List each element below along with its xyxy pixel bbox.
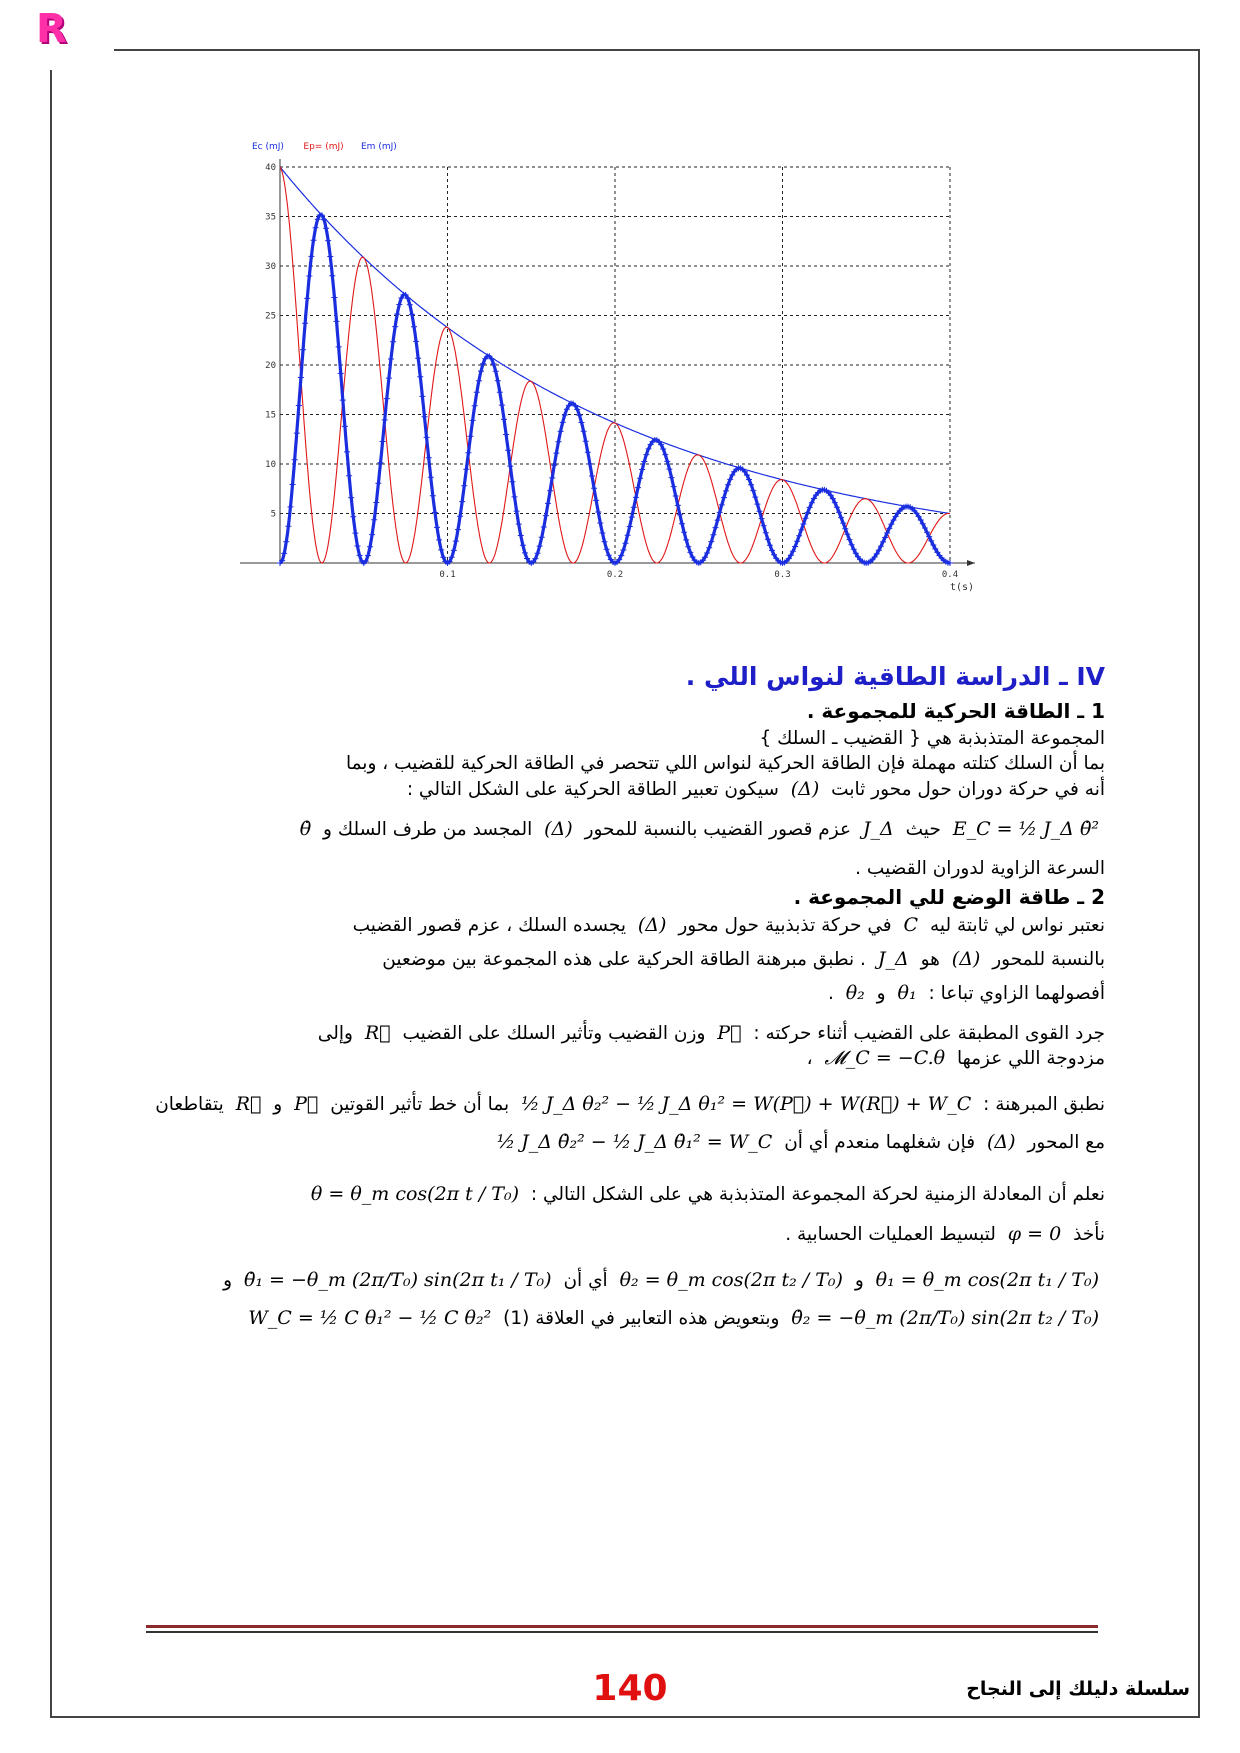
- paragraph-phase: [150, 1222, 1105, 1248]
- formula-theta1-dot: θ̇₁ = −θ_m (2π/T₀) sin(2π t₁ / T₀): [243, 1269, 552, 1292]
- footer-rule: [146, 1625, 1098, 1628]
- x-tick-label: 0.2: [606, 570, 624, 580]
- symbol-j-delta: J_Δ: [877, 947, 909, 970]
- chart-ticks: [265, 163, 958, 580]
- formula-work: ½ J_Δ θ̇₂² − ½ J_Δ θ̇₁² = W_C: [496, 1131, 773, 1154]
- text: نطبق المبرهنة :: [983, 1094, 1105, 1116]
- paragraph-moment: [150, 947, 1105, 973]
- subsection-potential-title: 2 ـ طاقة الوضع للي المجموعة .: [793, 884, 1105, 909]
- vector-p: P⃗: [717, 1021, 742, 1044]
- paragraph-rotation: [150, 777, 1105, 803]
- paragraph-couple: [150, 1046, 1105, 1072]
- paragraph-work-zero: [150, 1124, 1105, 1162]
- symbol-j-delta: J_Δ: [862, 817, 894, 840]
- paragraph-system: المجموعة المتذبذبة هي { القضيب ـ السلك }: [759, 727, 1105, 749]
- logo: R: [36, 6, 68, 52]
- axis-symbol: (Δ): [637, 913, 667, 936]
- section-title: IV ـ الدراسة الطاقية لنواس اللي .: [685, 662, 1105, 691]
- text: سيكون تعبير الطاقة الحركية على الشكل التالي :: [406, 778, 779, 800]
- symbol-c: C: [903, 913, 919, 936]
- vector-r: R⃗: [235, 1093, 262, 1116]
- y-tick-label: 20: [265, 361, 276, 371]
- text: و: [876, 982, 886, 1004]
- paragraph-wire: بما أن السلك كتلته مهملة فإن الطاقة الحركية لنواس اللي تتحصر في الطاقة الحركية للقضيب ، وبما: [345, 752, 1105, 774]
- text: لتبسيط العمليات الحسابية .: [785, 1224, 996, 1246]
- text: و: [223, 1270, 233, 1292]
- formula-moment: 𝓜_C = −C.θ: [824, 1047, 946, 1070]
- formula-theta1: θ₁ = θ_m cos(2π t₁ / T₀): [875, 1269, 1099, 1292]
- paragraph-torsion: [150, 913, 1105, 939]
- text: نأخذ: [1073, 1224, 1105, 1246]
- y-tick-label: 25: [265, 311, 276, 322]
- y-tick-label: 5: [270, 509, 276, 520]
- text: وزن القضيب وتأثير السلك على القضيب: [402, 1022, 706, 1044]
- axis-symbol: (Δ): [544, 817, 573, 840]
- text: جرد القوى المطبقة على القضيب أثناء حركته :: [753, 1022, 1105, 1044]
- text: و: [273, 1094, 283, 1116]
- x-tick-label: 0.3: [774, 570, 791, 580]
- footer-rule-thin: [146, 1631, 1098, 1633]
- text: و: [854, 1270, 864, 1292]
- text: أي أن: [563, 1270, 608, 1292]
- formula-theta2: θ₂ = θ_m cos(2π t₂ / T₀): [619, 1269, 843, 1292]
- chart-grid: [280, 167, 950, 563]
- formula-theorem: ½ J_Δ θ₂² − ½ J_Δ θ₁² = W(P⃗) + W(R⃗) + W_C: [521, 1093, 972, 1116]
- text: هو: [920, 948, 940, 970]
- symbol-theta2: θ₂: [845, 981, 865, 1004]
- axis-symbol: (Δ): [987, 1131, 1016, 1154]
- y-tick-label: 15: [265, 410, 276, 421]
- page-content: [150, 660, 1105, 1338]
- text: مع المحور: [1027, 1132, 1105, 1154]
- axis-symbol: (Δ): [790, 777, 820, 800]
- formula-phase: φ = 0: [1007, 1223, 1062, 1246]
- y-tick-label: 35: [265, 212, 276, 223]
- paragraph-forces: [150, 1021, 1105, 1047]
- vector-r: R⃗: [364, 1021, 391, 1044]
- text: يجسده السلك ، عزم قصور القضيب: [352, 914, 626, 936]
- formula-wc: W_C = ½ C θ₁² − ½ C θ₂²: [248, 1307, 492, 1330]
- paragraph-theorem: [150, 1086, 1105, 1124]
- text: في حركة تذبذبية حول محور: [678, 914, 892, 936]
- text: حيث: [905, 818, 941, 840]
- x-axis-label: t(s): [949, 582, 975, 593]
- text: نعتبر نواس لي ثابتة ليه: [929, 914, 1105, 936]
- text: .: [827, 982, 834, 1004]
- paragraph-time-equation: [150, 1176, 1105, 1214]
- symbol-theta-dot: θ̇: [299, 817, 312, 840]
- chart-axes: [240, 159, 975, 593]
- text: وإلى: [317, 1022, 353, 1044]
- legend-item: Ec (mJ): [252, 142, 284, 152]
- x-tick-label: 0.4: [941, 570, 959, 580]
- formula-theta: θ = θ_m cos(2π t / T₀): [310, 1183, 519, 1206]
- chart-legend: [252, 142, 397, 152]
- subsection-kinetic-title: 1 ـ الطاقة الحركية للمجموعة .: [806, 698, 1105, 723]
- text: فإن شغلهما منعدم أي أن: [784, 1132, 976, 1154]
- y-tick-label: 10: [265, 460, 276, 470]
- formula-theta2-dot: θ̇₂ = −θ_m (2π/T₀) sin(2π t₂ / T₀): [791, 1307, 1099, 1330]
- book-series-name: سلسلة دليلك إلى النجاح: [966, 1678, 1190, 1700]
- text: بما أن خط تأثير القوتين: [330, 1094, 510, 1116]
- paragraph-angular-speed: السرعة الزاوية لدوران القضيب .: [855, 857, 1105, 879]
- paragraph-substitution: [150, 1300, 1105, 1338]
- symbol-theta1: θ₁: [897, 981, 917, 1004]
- frame-bottom-line: [50, 1716, 1200, 1718]
- y-tick-label: 40: [265, 163, 276, 173]
- page-number: 140: [592, 1668, 668, 1709]
- paragraph-kinetic-formula: [150, 817, 1105, 843]
- x-tick-label: 0.1: [439, 570, 456, 580]
- formula-ec: E_C = ½ J_Δ θ̇²: [952, 817, 1099, 840]
- axis-symbol: (Δ): [951, 947, 981, 970]
- text: عزم قصور القضيب بالنسبة للمحور: [584, 818, 851, 840]
- text: أنه في حركة دوران حول محور ثابت: [831, 778, 1105, 800]
- text: أفصولهما الزاوي تباعا :: [928, 982, 1105, 1004]
- text: بالنسبة للمحور: [992, 948, 1105, 970]
- paragraph-thetas: [150, 1262, 1105, 1300]
- legend-item: Ep= (mJ): [303, 142, 344, 152]
- text: ،: [806, 1048, 813, 1070]
- vector-p: P⃗: [294, 1093, 319, 1116]
- y-tick-label: 30: [265, 262, 276, 272]
- text: يتقاطعان: [155, 1094, 224, 1116]
- text: مزدوجة اللي عزمها: [956, 1048, 1105, 1070]
- x-axis-arrow: [967, 560, 975, 566]
- energy-chart: [0, 0, 1240, 640]
- legend-item: Em (mJ): [361, 142, 397, 152]
- text: نعلم أن المعادلة الزمنية لحركة المجموعة المتذبذبة هي على الشكل التالي :: [530, 1184, 1105, 1206]
- text: وبتعويض هذه التعابير في العلاقة (1): [503, 1308, 780, 1330]
- text: . نطبق مبرهنة الطاقة الحركية على هذه المجموعة بين موضعين: [382, 948, 866, 970]
- text: المجسد من طرف السلك و: [323, 818, 533, 840]
- paragraph-positions: [150, 981, 1105, 1007]
